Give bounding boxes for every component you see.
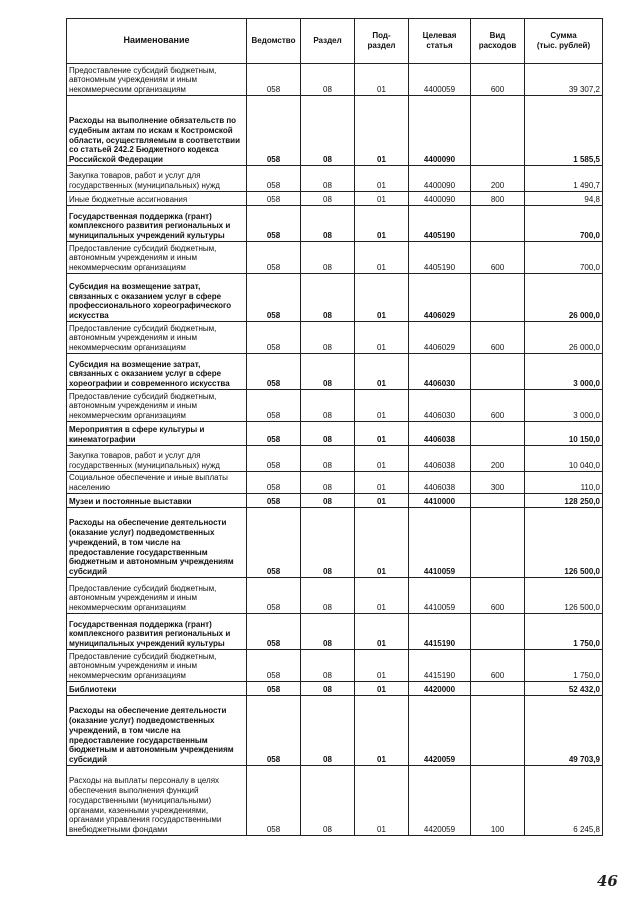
cell-vid: 600: [471, 578, 525, 614]
cell-razdel: 08: [301, 192, 355, 206]
cell-name: Музеи и постоянные выставки: [67, 494, 247, 508]
cell-podrazdel: 01: [355, 494, 409, 508]
cell-summa: 1 585,5: [525, 96, 603, 166]
table-row: [67, 192, 603, 206]
cell-vid: 600: [471, 390, 525, 422]
cell-podrazdel: 01: [355, 274, 409, 322]
table-row: [67, 472, 603, 494]
table-row: [67, 64, 603, 96]
cell-name: Субсидия на возмещение затрат, связанных с оказанием услуг в сфере профессионального хореографического искусства: [67, 274, 247, 322]
cell-statya: 4420059: [409, 766, 471, 836]
cell-vid: [471, 96, 525, 166]
cell-razdel: 08: [301, 682, 355, 696]
cell-statya: 4410000: [409, 494, 471, 508]
cell-vedomstvo: 058: [247, 274, 301, 322]
cell-name: Закупка товаров, работ и услуг для государственных (муниципальных) нужд: [67, 446, 247, 472]
cell-statya: 4406038: [409, 422, 471, 446]
cell-summa: 126 500,0: [525, 508, 603, 578]
cell-statya: 4400090: [409, 96, 471, 166]
cell-name: Расходы на обеспечение деятельности (оказание услуг) подведомственных учреждений, в том числе на предоставление государственным бюджетным и автономным учреждениям субсидий: [67, 696, 247, 766]
table-row: [67, 390, 603, 422]
cell-vedomstvo: 058: [247, 64, 301, 96]
cell-summa: 10 150,0: [525, 422, 603, 446]
budget-table: [66, 18, 603, 836]
cell-summa: 110,0: [525, 472, 603, 494]
cell-razdel: 08: [301, 766, 355, 836]
cell-razdel: 08: [301, 446, 355, 472]
cell-razdel: 08: [301, 242, 355, 274]
cell-vid: [471, 354, 525, 390]
cell-vedomstvo: 058: [247, 472, 301, 494]
table-row: [67, 242, 603, 274]
cell-summa: 6 245,8: [525, 766, 603, 836]
table-row: [67, 322, 603, 354]
cell-statya: 4405190: [409, 242, 471, 274]
cell-vedomstvo: 058: [247, 96, 301, 166]
table-row: [67, 766, 603, 836]
cell-razdel: 08: [301, 578, 355, 614]
cell-podrazdel: 01: [355, 166, 409, 192]
cell-vid: [471, 274, 525, 322]
cell-podrazdel: 01: [355, 508, 409, 578]
cell-statya: 4400090: [409, 166, 471, 192]
page-number: 46: [597, 872, 618, 890]
table-row: [67, 354, 603, 390]
cell-name: Расходы на выплаты персоналу в целях обеспечения выполнения функций государственными (муниципальными) органами, казенными учреждениями, органами управления государственными внебюджетными фондами: [67, 766, 247, 836]
cell-razdel: 08: [301, 472, 355, 494]
table-row: [67, 508, 603, 578]
header-podrazdel: Под- раздел: [355, 19, 409, 64]
cell-podrazdel: 01: [355, 192, 409, 206]
cell-statya: 4415190: [409, 650, 471, 682]
cell-vedomstvo: 058: [247, 446, 301, 472]
cell-podrazdel: 01: [355, 614, 409, 650]
cell-podrazdel: 01: [355, 322, 409, 354]
cell-statya: 4406029: [409, 274, 471, 322]
cell-podrazdel: 01: [355, 206, 409, 242]
cell-name: Субсидия на возмещение затрат, связанных с оказанием услуг в сфере хореографии и современного искусства: [67, 354, 247, 390]
cell-vedomstvo: 058: [247, 508, 301, 578]
cell-summa: 700,0: [525, 242, 603, 274]
cell-statya: 4420059: [409, 696, 471, 766]
cell-summa: 1 490,7: [525, 166, 603, 192]
cell-name: Предоставление субсидий бюджетным, автономным учреждениям и иным некоммерческим организациям: [67, 64, 247, 96]
cell-summa: 94,8: [525, 192, 603, 206]
table-row: [67, 578, 603, 614]
cell-summa: 3 000,0: [525, 390, 603, 422]
cell-summa: 10 040,0: [525, 446, 603, 472]
cell-statya: 4410059: [409, 508, 471, 578]
header-summa: Сумма (тыс. рублей): [525, 19, 603, 64]
cell-podrazdel: 01: [355, 696, 409, 766]
cell-vid: [471, 508, 525, 578]
cell-summa: 3 000,0: [525, 354, 603, 390]
cell-vid: [471, 494, 525, 508]
cell-name: Социальное обеспечение и иные выплаты населению: [67, 472, 247, 494]
cell-podrazdel: 01: [355, 650, 409, 682]
cell-razdel: 08: [301, 96, 355, 166]
cell-vid: [471, 682, 525, 696]
cell-podrazdel: 01: [355, 578, 409, 614]
header-name: Наименование: [67, 19, 247, 64]
cell-name: Предоставление субсидий бюджетным, автономным учреждениям и иным некоммерческим организациям: [67, 578, 247, 614]
cell-summa: 128 250,0: [525, 494, 603, 508]
cell-vid: 200: [471, 166, 525, 192]
cell-podrazdel: 01: [355, 64, 409, 96]
cell-statya: 4405190: [409, 206, 471, 242]
cell-podrazdel: 01: [355, 766, 409, 836]
cell-name: Предоставление субсидий бюджетным, автономным учреждениям и иным некоммерческим организациям: [67, 650, 247, 682]
table-row: [67, 650, 603, 682]
cell-razdel: 08: [301, 64, 355, 96]
cell-statya: 4406038: [409, 446, 471, 472]
table-row: [67, 166, 603, 192]
cell-statya: 4410059: [409, 578, 471, 614]
cell-name: Закупка товаров, работ и услуг для государственных (муниципальных) нужд: [67, 166, 247, 192]
cell-razdel: 08: [301, 494, 355, 508]
table-row: [67, 614, 603, 650]
cell-podrazdel: 01: [355, 422, 409, 446]
header-vedomstvo: Ведомство: [247, 19, 301, 64]
cell-statya: 4400090: [409, 192, 471, 206]
cell-vid: 600: [471, 242, 525, 274]
cell-name: Расходы на обеспечение деятельности (оказание услуг) подведомственных учреждений, в том числе на предоставление государственным бюджетным и автономным учреждениям субсидий: [67, 508, 247, 578]
cell-vid: [471, 422, 525, 446]
cell-statya: 4406038: [409, 472, 471, 494]
cell-podrazdel: 01: [355, 446, 409, 472]
table-row: [67, 96, 603, 166]
table-row: [67, 206, 603, 242]
cell-vid: 600: [471, 64, 525, 96]
header-statya: Целевая статья: [409, 19, 471, 64]
cell-vedomstvo: 058: [247, 682, 301, 696]
cell-statya: 4406030: [409, 354, 471, 390]
cell-name: Государственная поддержка (грант) комплексного развития региональных и муниципальных учреждений культуры: [67, 206, 247, 242]
cell-name: Библиотеки: [67, 682, 247, 696]
cell-vedomstvo: 058: [247, 422, 301, 446]
cell-razdel: 08: [301, 206, 355, 242]
table-row: [67, 446, 603, 472]
cell-name: Государственная поддержка (грант) комплексного развития региональных и муниципальных учреждений культуры: [67, 614, 247, 650]
cell-razdel: 08: [301, 390, 355, 422]
cell-statya: 4415190: [409, 614, 471, 650]
cell-name: Предоставление субсидий бюджетным, автономным учреждениям и иным некоммерческим организациям: [67, 390, 247, 422]
cell-razdel: 08: [301, 354, 355, 390]
cell-razdel: 08: [301, 696, 355, 766]
cell-razdel: 08: [301, 274, 355, 322]
cell-podrazdel: 01: [355, 96, 409, 166]
cell-podrazdel: 01: [355, 242, 409, 274]
cell-vedomstvo: 058: [247, 578, 301, 614]
cell-podrazdel: 01: [355, 682, 409, 696]
cell-summa: 49 703,9: [525, 696, 603, 766]
cell-vedomstvo: 058: [247, 192, 301, 206]
cell-vedomstvo: 058: [247, 322, 301, 354]
cell-vedomstvo: 058: [247, 206, 301, 242]
cell-podrazdel: 01: [355, 390, 409, 422]
cell-vid: 200: [471, 446, 525, 472]
budget-sheet: [66, 18, 603, 836]
cell-vid: 800: [471, 192, 525, 206]
cell-summa: 126 500,0: [525, 578, 603, 614]
cell-statya: 4400059: [409, 64, 471, 96]
cell-vid: 100: [471, 766, 525, 836]
cell-razdel: 08: [301, 422, 355, 446]
cell-name: Мероприятия в сфере культуры и кинематографии: [67, 422, 247, 446]
cell-vedomstvo: 058: [247, 614, 301, 650]
cell-summa: 52 432,0: [525, 682, 603, 696]
cell-podrazdel: 01: [355, 472, 409, 494]
cell-vedomstvo: 058: [247, 390, 301, 422]
cell-name: Предоставление субсидий бюджетным, автономным учреждениям и иным некоммерческим организациям: [67, 242, 247, 274]
cell-razdel: 08: [301, 166, 355, 192]
cell-razdel: 08: [301, 614, 355, 650]
cell-vid: [471, 696, 525, 766]
cell-summa: 26 000,0: [525, 322, 603, 354]
cell-vid: [471, 614, 525, 650]
cell-vid: [471, 206, 525, 242]
cell-vid: 600: [471, 650, 525, 682]
cell-summa: 700,0: [525, 206, 603, 242]
cell-statya: 4406029: [409, 322, 471, 354]
cell-razdel: 08: [301, 322, 355, 354]
table-row: [67, 696, 603, 766]
cell-vid: 300: [471, 472, 525, 494]
header-vid: Вид расходов: [471, 19, 525, 64]
table-row: [67, 274, 603, 322]
table-row: [67, 422, 603, 446]
cell-vedomstvo: 058: [247, 650, 301, 682]
table-row: [67, 494, 603, 508]
cell-name: Расходы на выполнение обязательств по судебным актам по искам к Костромской области, осуществляемым в соответствии со статьей 242.2 Бюджетного кодекса Российской Федерации: [67, 96, 247, 166]
cell-statya: 4406030: [409, 390, 471, 422]
cell-name: Иные бюджетные ассигнования: [67, 192, 247, 206]
cell-razdel: 08: [301, 650, 355, 682]
cell-name: Предоставление субсидий бюджетным, автономным учреждениям и иным некоммерческим организациям: [67, 322, 247, 354]
table-body: [67, 64, 603, 836]
cell-podrazdel: 01: [355, 354, 409, 390]
cell-vedomstvo: 058: [247, 766, 301, 836]
cell-statya: 4420000: [409, 682, 471, 696]
cell-vedomstvo: 058: [247, 696, 301, 766]
cell-summa: 39 307,2: [525, 64, 603, 96]
cell-summa: 26 000,0: [525, 274, 603, 322]
cell-vid: 600: [471, 322, 525, 354]
header-razdel: Раздел: [301, 19, 355, 64]
cell-vedomstvo: 058: [247, 242, 301, 274]
cell-razdel: 08: [301, 508, 355, 578]
cell-summa: 1 750,0: [525, 650, 603, 682]
header-row: [67, 19, 603, 64]
cell-vedomstvo: 058: [247, 494, 301, 508]
table-row: [67, 682, 603, 696]
cell-vedomstvo: 058: [247, 354, 301, 390]
cell-vedomstvo: 058: [247, 166, 301, 192]
cell-summa: 1 750,0: [525, 614, 603, 650]
